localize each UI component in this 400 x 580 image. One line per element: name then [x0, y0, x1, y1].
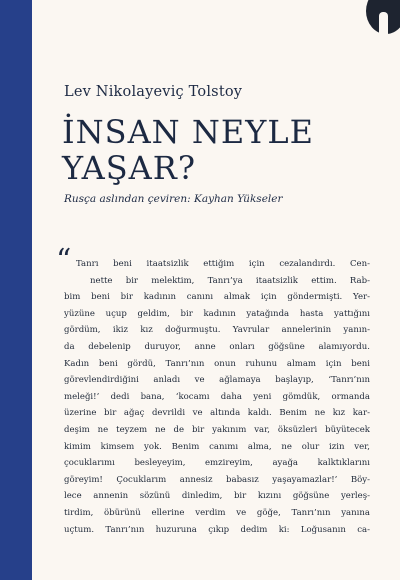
- excerpt-line: deşim ne teyzem ne de bir yakınım var, öksüzleri büyütecek: [64, 424, 370, 435]
- excerpt-line: gördüm, ikiz kız doğurmuştu. Yavrular annelerinin yanın-: [64, 325, 370, 336]
- opening-quote-mark: “: [56, 243, 72, 278]
- excerpt-line: lece annenin sözünü dinledim, bir kızını göğsüne yerleş-: [64, 491, 370, 502]
- excerpt-line: meleği!’ dedi bana, ‘kocamı daha yeni gömdük, ormanda: [64, 391, 370, 402]
- translator-credit: Rusça aslından çeviren: Kayhan Yükseler: [64, 193, 283, 205]
- excerpt-line: yüzüne uçup geldim, bir kadının yatağında hasta yattığını: [64, 308, 370, 319]
- excerpt-line: nette bir melektim, Tanrı’ya itaatsizlik ettim. Rab-: [90, 275, 370, 286]
- excerpt-line: kimim kimsem yok. Benim canımı alma, ne olur izin ver,: [64, 441, 370, 452]
- excerpt-line: bim beni bir kadının canını almak için göndermişti. Yer-: [64, 292, 370, 303]
- author-name: Lev Nikolayeviç Tolstoy: [64, 84, 243, 100]
- book-title-line-1: İNSAN NEYLE: [62, 113, 314, 151]
- publisher-logo-icon: [366, 0, 400, 34]
- book-spine-band: [0, 0, 32, 580]
- book-title-line-2: YAŞAR?: [62, 149, 197, 187]
- excerpt-line: tirdim, öbürünü ellerine verdim ve göğe, Tanrı’nın yanına: [64, 507, 370, 518]
- excerpt-line: üzerine bir ağaç devrildi ve altında kaldı. Benim ne kız kar-: [64, 408, 370, 419]
- excerpt-text: [64, 256, 370, 538]
- excerpt-line: Tanrı beni itaatsizlik ettiğim için cezalandırdı. Cen-: [76, 259, 370, 269]
- excerpt-line: da debelenip duruyor, anne onları göğsüne alamıyordu.: [64, 341, 370, 352]
- excerpt-line: uçtum. Tanrı’nın huzuruna çıkıp dedim ki: Loğusanın ca-: [64, 524, 370, 535]
- excerpt-line: Kadın beni gördü, Tanrı’nın onun ruhunu almam için beni: [64, 358, 370, 369]
- excerpt-line: görevlendirdiğini anladı ve ağlamaya başlayıp, ‘Tanrı’nın: [64, 375, 370, 386]
- excerpt-line: göreyim! Çocuklarım annesiz babasız yaşayamazlar!’ Böy-: [64, 474, 370, 485]
- excerpt-line: çocuklarımı besleyeyim, emzireyim, ayağa kalktıklarını: [64, 458, 370, 469]
